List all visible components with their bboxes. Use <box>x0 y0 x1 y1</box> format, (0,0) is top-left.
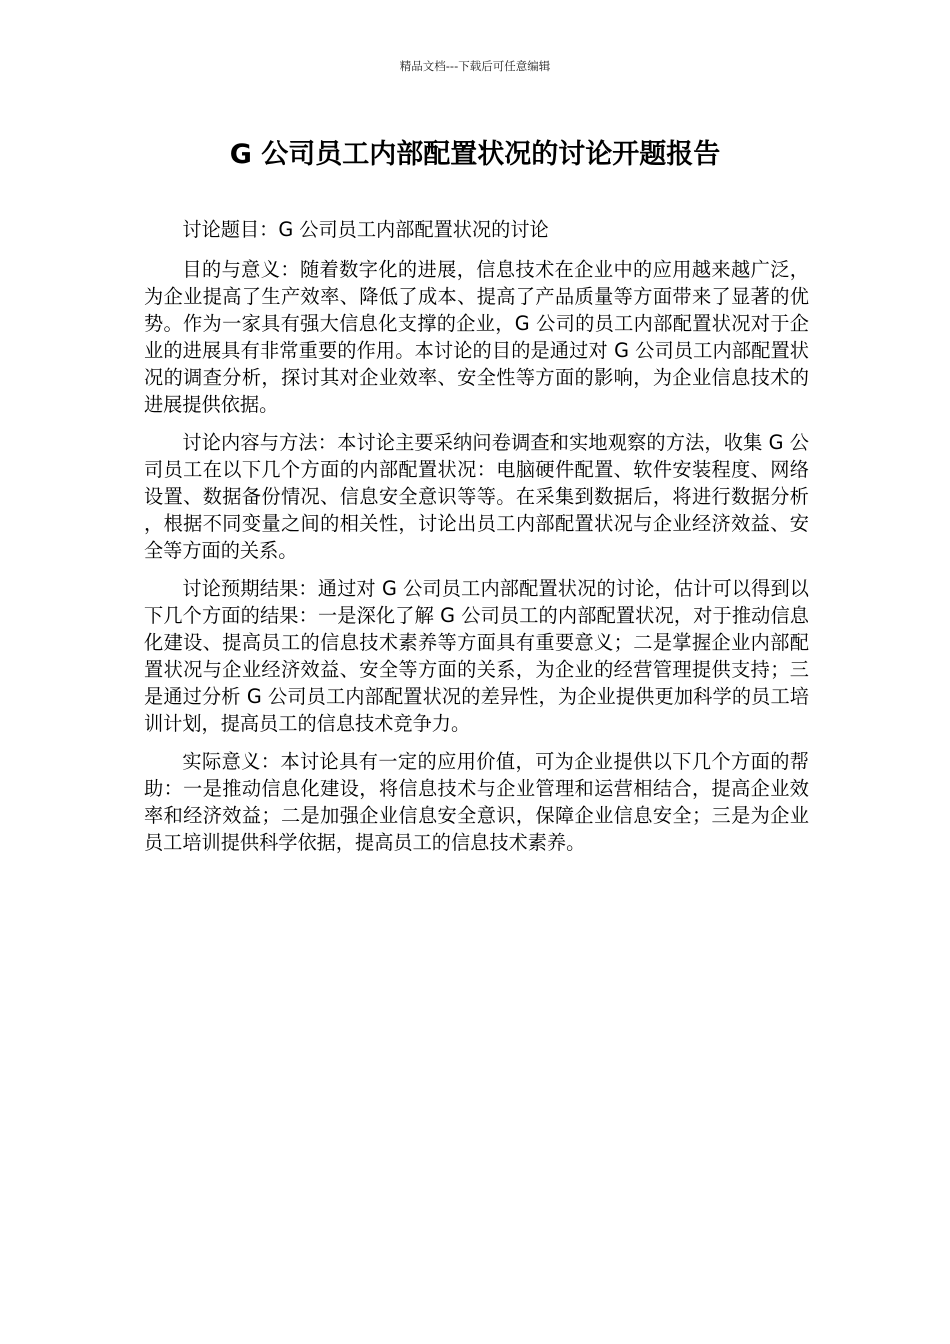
document-body <box>144 216 809 867</box>
document-title: G 公司员工内部配置状况的讨论开题报告 <box>229 139 721 170</box>
paragraph-expected-results: 讨论预期结果：通过对 G 公司员工内部配置状况的讨论，估计可以得到以下几个方面的结果：一是深化了解 G 公司员工的内部配置状况，对于推动信息化建设、提高员工的信息技术素养等方面具有重要意义；二是掌握企业内部配置状况与企业经济效益、安全等方面的关系，为企业的经营管理提供支持；三是通过分析 G 公司员工内部配置状况的差异性，为企业提供更加科学的员工培训计划，提高员工的信息技术竞争力。 <box>144 577 809 735</box>
paragraph-practical-significance: 实际意义：本讨论具有一定的应用价值，可为企业提供以下几个方面的帮助：一是推动信息化建设，将信息技术与企业管理和运营相结合，提高企业效率和经济效益；二是加强企业信息安全意识，保障企业信息安全；三是为企业员工培训提供科学依据，提高员工的信息技术素养。 <box>144 750 809 854</box>
paragraph-purpose: 目的与意义：随着数字化的进展，信息技术在企业中的应用越来越广泛，为企业提高了生产效率、降低了成本、提高了产品质量等方面带来了显著的优势。作为一家具有强大信息化支撑的企业，G 公司的员工内部配置状况对于企业的进展具有非常重要的作用。本讨论的目的是通过对 G 公司员工内部配置状况的调查分析，探讨其对企业效率、安全性等方面的影响，为企业信息技术的进展提供依据。 <box>144 258 809 416</box>
paragraph-topic: 讨论题目：G 公司员工内部配置状况的讨论 <box>182 218 549 241</box>
paragraph-content-method: 讨论内容与方法：本讨论主要采纳问卷调查和实地观察的方法，收集 G 公司员工在以下几个方面的内部配置状况：电脑硬件配置、软件安装程度、网络设置、数据备份情况、信息安全意识等等。在采集到数据后，将进行数据分析，根据不同变量之间的相关性，讨论出员工内部配置状况与企业经济效益、安全等方面的关系。 <box>144 431 809 562</box>
header-note: 精品文档---下载后可任意编辑 <box>399 59 551 73</box>
